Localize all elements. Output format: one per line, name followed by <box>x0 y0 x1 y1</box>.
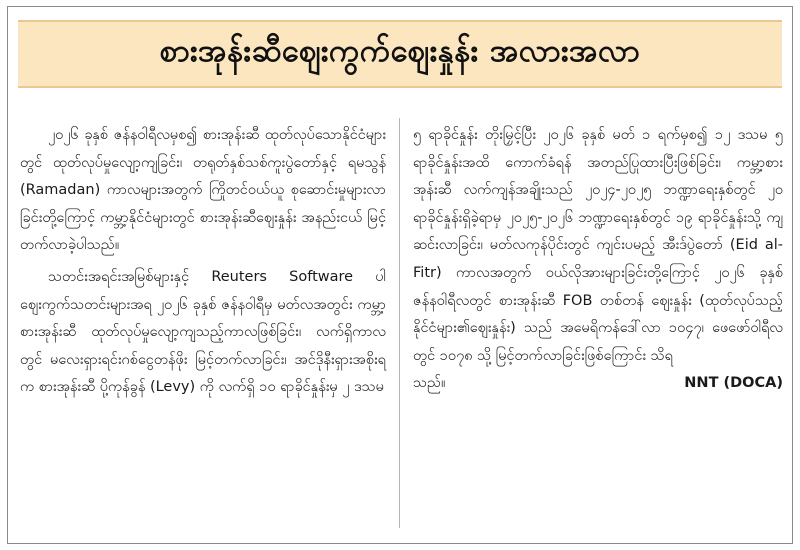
paragraph-1: ၂၀၂၆ ခုနှစ် ဇန်နဝါရီလမှစ၍ စားအုန်းဆီ ထုတ်လုပ်သောနိုင်ငံများတွင် ထုတ်လုပ်မှုလျော့ကျခြင်း၊ တရုတ်နှစ်သစ်ကူးပွဲတော်နှင့် ရမသွန် (Ramadan) ကာလများအတွက် ကြိုတင်ဝယ်ယူ စုဆောင်းမှုများလာခြင်းတို့ကြောင့် ကမ္ဘာ့နိုင်ငံများတွင် စားအုန်းဆီဈေးနှုန်း အနည်းငယ် မြင့်တက်လာခဲ့ပါသည်။ <box>20 127 386 254</box>
article-title: စားအုန်းဆီဈေးကွက်ဈေးနှုန်း အလားအလာ <box>159 33 641 69</box>
paragraph-2: သတင်းအရင်းအမြစ်များနှင့် Reuters Software ပါ ဈေးကွက်သတင်းများအရ ၂၀၂၆ ခုနှစ် ဇန်နဝါရီမှ မတ်လအတွင်း ကမ္ဘာ့စားအုန်းဆီ ထုတ်လုပ်မှုလျော့ကျသည့်ကာလဖြစ်ခြင်း၊ လက်ရှိကာလတွင် မလေးရှားရင်းဂစ်ငွေတန်ဖိုး မြင့်တက်လာခြင်း၊ အင်ဒိုနီးရှားအစိုးရက စားအုန်းဆီ ပို့ကုန်ခွန် (Levy) ကို လက်ရှိ ၁၀ ရာခိုင်နှုန်းမှ ၂ ဒသမ <box>20 268 386 396</box>
title-banner <box>18 20 782 88</box>
column-divider <box>399 118 400 528</box>
paragraph-2-continued: ၅ ရာခိုင်နှုန်း တိုးမြှင့်ပြီး ၂၀၂၆ ခုနှစ် မတ် ၁ ရက်မှစ၍ ၁၂ ဒသမ ၅ ရာခိုင်နှုန်းအထိ ကောက်ခံရန် အတည်ပြုထားပြီးဖြစ်ခြင်း၊ ကမ္ဘာ့စားအုန်းဆီ လက်ကျန်အချိုးသည် ၂၀၂၄-၂၀၂၅ ဘဏ္ဍာရေးနှစ်တွင် ၂၀ ရာခိုင်နှုန်းရှိခဲ့ရာမှ ၂၀၂၅-၂၀၂၆ ဘဏ္ဍာရေးနှစ်တွင် ၁၉ ရာခိုင်နှုန်းသို့ ကျဆင်းလာခြင်း၊ မတ်လကုန်ပိုင်းတွင် ကျင်းပမည့် အီးဒ်ပွဲတော် (Eid al-Fitr) ကာလအတွက် ဝယ်လိုအားများခြင်းတို့ကြောင့် ၂၀၂၆ ခုနှစ် ဇန်နဝါရီလတွင် စားအုန်းဆီ FOB တစ်တန် ဈေးနှုန်း (ထုတ်လုပ်သည့် နိုင်ငံများ၏ဈေးနှုန်း) သည် အမေရိကန်ဒေါ်လာ ၁၀၄၇၊ ဖေဖော်ဝါရီလတွင် ၁၀၇၈ သို့ မြင့်တက်လာခြင်းဖြစ်ကြောင်း သိရ <box>413 127 783 364</box>
closing-line <box>413 370 783 398</box>
right-column <box>413 122 783 398</box>
left-column <box>20 122 386 402</box>
paragraph-2-end: သည်။ <box>413 375 446 392</box>
source-credit: NNT (DOCA) <box>684 375 783 392</box>
